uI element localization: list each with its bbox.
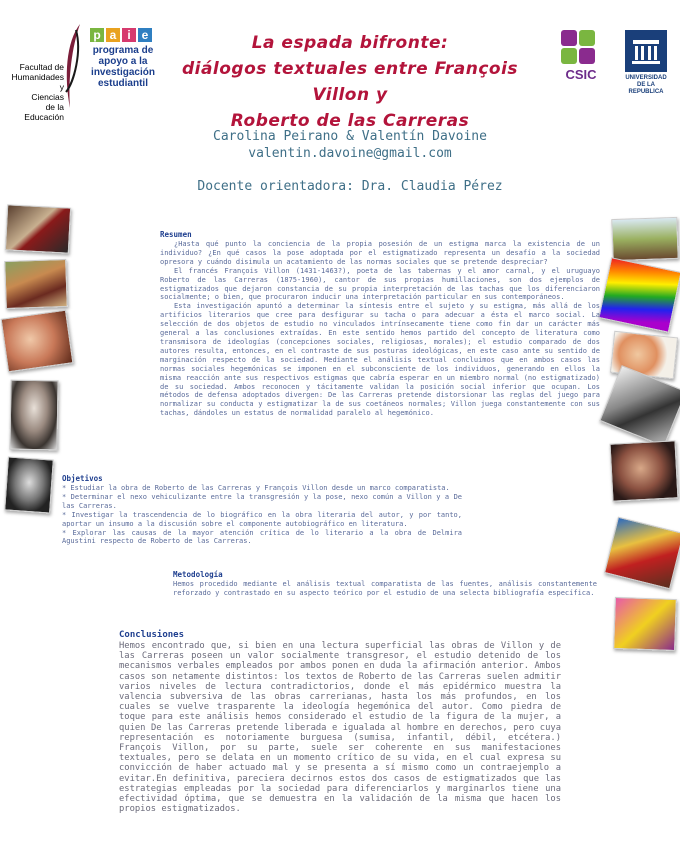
resumen-heading: Resumen: [160, 230, 192, 239]
objetivos-heading: Objetivos: [62, 474, 103, 483]
photo-portrait-engraving: [4, 456, 54, 513]
conclusiones-text: Hemos encontrado que, si bien en una lectura superficial las obras de Villon y de las Carreras poseen un valor socialmente transgresor, el estudio detenido de los mecanismos verbales empleados por ambos ponen en duda la afirmación anterior. Ambos casos son netamente distintos: los textos de Roberto de las Carreras suelen admitir varios niveles de lectura contradictorios, donde el más epidérmico muestra la valencia subversiva de las obras carrerianas, hasta los más profundos, en los cuales se vuelve trasparente la ideología hegemónica del autor. Como piedra de toque para este análisis hemos considerado el estudio de la figura de la mujer, a quien De las Carreras pretende liberada e igualada al hombre en derechos, pero cuya representación es notoriamente burguesa (sumisa, infantil, débil, etcétera.) François Villon, por su parte, suele ser coherente en sus manifestaciones textuales, pero se delata en un momento crítico de su vida, en el cual expresa su convicción de haber actuado mal y se presenta a sí mismo como un contraejemplo a evitar.En definitiva, pareciera decirnos estos dos casos de estigmatizados que las estrategias empleadas por la sociedad para diferenciarlos y marginarlos tiene una efectividad óptima, que se demuestra en la validación de la misma que hacen los propios estigmatizados.: [119, 641, 561, 815]
paie-sub-line: apoyo a la: [98, 56, 148, 67]
csic-square: [579, 48, 595, 64]
poster-title: [160, 30, 540, 134]
author-names: Carolina Peirano & Valentín Davoine: [213, 129, 487, 144]
faculty-line: Humanidades y: [11, 72, 64, 92]
udelar-label-line: UNIVERSIDAD: [625, 75, 667, 81]
title-line: diálogos textuales entre François Villon y: [181, 59, 519, 105]
paie-sub-line: investigación: [91, 67, 155, 78]
photo-monks-writing: [5, 204, 71, 253]
metodologia-text: Hemos procedido mediante el análisis textual comparatista de las fuentes, análisis constantemente reforzado y contrastado en su aspecto teórico por el estudio de una selecta bibliografía específica.: [173, 580, 597, 597]
photo-medieval-painting: [4, 259, 68, 309]
university-emblem-icon: [625, 30, 667, 72]
csic-square: [579, 30, 595, 46]
faculty-logo: [8, 20, 83, 122]
photo-african-women: [604, 517, 680, 590]
title-line: Roberto de las Carreras: [230, 111, 470, 131]
resumen-paragraph: Esta investigación apuntó a determinar la síntesis entre el sujeto y su estigma, más allá de los artificios literarios que cree para desfigurar su tacha o para adecuar a ésta el marco social. La selección de dos objetos de estudio no vinculados intrínsecamente tiene como fin dar un carácter más general a las conclusiones extraídas. En este sentido hemos partido del concepto de literatura como transmisora de ideologías (concepciones sociales, religiosas, morales); el estudio comparado de dos autores resulta, entonces, en el contraste de sus posturas ideológicas, en este caso ante su sentido de marginación respecto de la sociedad. Mediante el análisis textual concluimos que en ambos casos las normas sociales hegemónicas se imponen en el subconsciente de los individuos, generando en ellos la misma reacción ante sus respectivos estigmas que cabría esperar en un miembro normal (no estigmatizado) de su sociedad. Ambos reconocen y tácitamente validan la posición social inferior que ocupan. Los métodos de defensa adoptados divergen: De las Carreras pretende distorsionar las reglas del juego para normalizar su conducta y estigmatizar la de sus coetáneos normales; Villon juega constantemente con sus tachas, dándoles un estatus de normalidad paralelo al hegemónico.: [160, 302, 600, 418]
metodologia-section: [173, 570, 597, 598]
metodologia-heading: Metodología: [173, 570, 223, 579]
title-line: La espada bifronte:: [251, 33, 449, 53]
conclusiones-heading: Conclusiones: [119, 630, 185, 640]
paie-letter: i: [122, 28, 136, 42]
paie-sub-line: programa de: [92, 45, 154, 56]
photo-bruised-woman: [610, 440, 679, 501]
faculty-swoosh-icon: [62, 22, 84, 110]
photo-painting-figures: [1, 310, 74, 373]
objetivos-section: [62, 474, 462, 546]
paie-letter: e: [138, 28, 152, 42]
resumen-paragraph: El francés François Villon (1431-1463?), poeta de las tabernas y el amor carnal, y el uruguayo Roberto de las Carreras (1875-1960), cantor de sus propias humillaciones, son dos ejemplos de estigmatizados que dejaron constancia de su propia interpretación de las tachas que los diferenciaron socialmente; o bien, que procuraron inducir una interpretación particular en sus contemporáneos.: [160, 266, 600, 302]
photo-group-people: [611, 217, 678, 261]
photo-portrait-man: [9, 380, 58, 451]
advisor-line: Docente orientadora: Dra. Claudia Pérez: [197, 179, 503, 194]
udelar-label-line: DE LA REPUBLICA: [628, 82, 664, 95]
author-block: [120, 128, 580, 162]
faculty-line: Facultad de: [19, 62, 64, 72]
resumen-paragraph: ¿Hasta qué punto la conciencia de la propia posesión de un estigma marca la existencia de un individuo? ¿En qué casos la pose adoptada por el estigmatizado representa un desafío a la sociedad opresora y cuándo disimula un acatamiento de las normas sociales que se pretende despreciar?: [160, 240, 600, 266]
udelar-logo: [620, 30, 672, 96]
paie-sub-line: estudiantil: [97, 78, 148, 89]
csic-square: [561, 48, 577, 64]
objetivo-item: * Determinar el nexo vehiculizante entre la transgresión y la pose, nexo común a Villon y a De las Carreras.: [62, 492, 462, 510]
faculty-line: de la Educación: [24, 102, 64, 122]
objetivo-item: * Investigar la trascendencia de lo biográfico en la obra literaria del autor, y por tanto, aportar un insumo a la discusión sobre el componente autobiográfico en literatura.: [62, 510, 462, 528]
paie-logo: [90, 28, 155, 89]
objetivo-item: * Explorar las causas de la mayor atención crítica de lo literario a la obra de Delmira Agustini respecto de Roberto de las Carreras.: [62, 528, 462, 546]
photo-rainbow-flag: [598, 257, 680, 333]
paie-letter: a: [106, 28, 120, 42]
faculty-line: Ciencias: [31, 92, 64, 102]
objetivo-item: * Estudiar la obra de Roberto de las Carreras y François Villon desde un marco comparatista.: [62, 484, 450, 492]
author-email[interactable]: valentin.davoine@gmail.com: [248, 146, 452, 161]
csic-logo: [561, 30, 601, 82]
resumen-section: [160, 230, 600, 418]
photo-warning-sign: [613, 597, 677, 651]
csic-square: [561, 30, 577, 46]
csic-label: CSIC: [565, 67, 597, 82]
paie-letter: p: [90, 28, 104, 42]
conclusiones-section: [119, 630, 561, 814]
